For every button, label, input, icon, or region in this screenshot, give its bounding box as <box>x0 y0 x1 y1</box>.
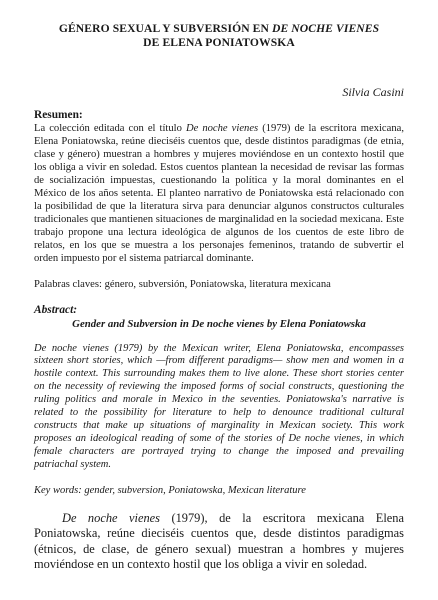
author-name: Silvia Casini <box>342 85 404 99</box>
resumen-label: Resumen: <box>34 109 83 121</box>
title-line2: DE ELENA PONIATOWSKA <box>143 36 295 49</box>
english-title: Gender and Subversion in De noche vienes by Elena Poniatowska <box>72 317 366 330</box>
keywords-es: Palabras claves: género, subversión, Poniatowska, literatura mexicana <box>34 278 331 290</box>
body-text: (1979), de la escritora mexicana Elena Poniatowska, reúne dieciséis cuentos que, desde distintos paradigmas (étnicos, de clase, de género sexual) muestran a hombres y mujeres moviéndose en un contexto hostil que los obliga a vivir en soledad. <box>34 511 404 572</box>
resumen-text-italic: De noche vienes <box>185 123 259 134</box>
title-line1-italic: DE NOCHE VIENES <box>271 22 380 35</box>
abstract-label: Abstract: <box>34 303 78 316</box>
abstract-text: De noche vienes (1979) by the Mexican writer, Elena Poniatowska, encompasses sixteen short stories, which —from different paradigms— show men and women in a hostile context. This surrounding makes them to live alone. These short stories center on the necessity of reviewing the imposed forms of social constructs, questioning the ruling politics and morale in Mexico in the seventies. Poniatowska's narrative is related to the possibility for literature to help to denounce traditional cultural constructs that make up situations of marginality in Mexican society. This work proposes an ideological reading of some of the stories of De noche vienes, in which female characters are portrayed trying to change the imposed and prevailing patriachal system. <box>34 342 404 471</box>
title-line1 <box>59 22 379 35</box>
title-line1-text: GÉNERO SEXUAL Y SUBVERSIÓN EN <box>58 22 272 35</box>
body-paragraph <box>34 511 404 573</box>
keywords-en: Key words: gender, subversion, Poniatowska, Mexican literature <box>34 485 306 497</box>
body-italic-title: De noche vienes <box>62 511 160 526</box>
resumen-text <box>34 122 404 266</box>
resumen-text-post: (1979) de la escritora mexicana, Elena Poniatowska, reúne dieciséis cuentos que, desde distintos paradigmas (de etnia, clase y género) muestran a hombres y mujeres moviéndose en un contexto hostil que los obliga a vivir en soledad. Estos cuentos plantean la necesidad de revisar las formas de socialización impuestas, cuestionando la política y la moral dominantes en el México de los años setenta. El planteo narrativo de Poniatowska está relacionado con la posibilidad de que la literatura sirva para denunciar algunos constructos culturales tradicionales que mantienen situaciones de marginalidad en la sociedad mexicana. Este trabajo propone una lectura ideológica de algunos de los cuentos de este libro de relatos, en los que se muestra a los personajes femeninos, tratando de subvertir el orden impuesto por el sistema patriarcal dominante. <box>34 123 404 265</box>
paper-title <box>34 22 404 50</box>
resumen-text-pre: La colección editada con el título <box>34 123 186 134</box>
